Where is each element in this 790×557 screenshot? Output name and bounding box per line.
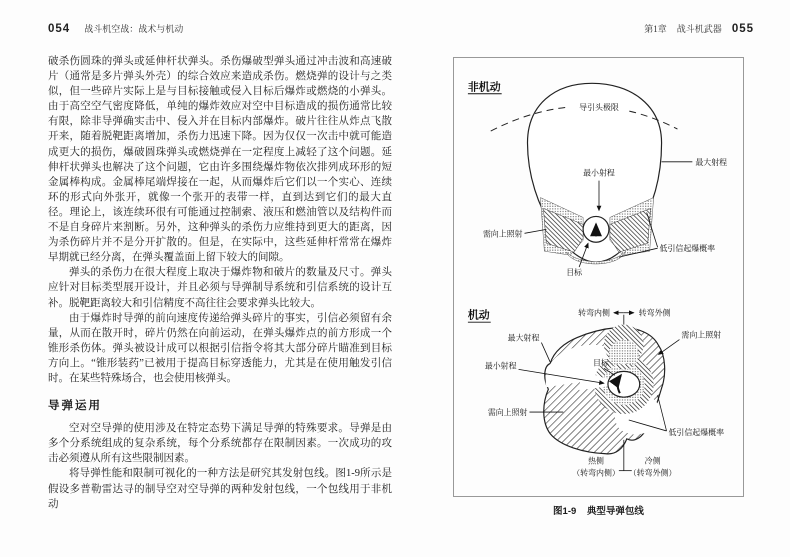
diagram-nonmaneuver xyxy=(468,79,727,277)
left-page-body xyxy=(48,54,392,512)
label-target: 目标 xyxy=(593,358,609,368)
label-turn-outside: 转弯外侧 xyxy=(638,308,671,318)
figure-caption-text: 典型导弹包线 xyxy=(586,506,644,517)
look-up-right-leader xyxy=(659,340,680,355)
label-max-range: 最大射程 xyxy=(695,157,728,167)
label-hot-side-sub: （转弯内侧） xyxy=(572,468,620,478)
label-look-up: 需向上照射 xyxy=(482,229,523,239)
label-min-range: 最小射程 xyxy=(583,168,615,178)
label-min-range: 最小射程 xyxy=(484,361,517,371)
label-low-fuze: 低引信起爆概率 xyxy=(659,244,716,254)
running-title: 战斗机空战：战术与机动 xyxy=(84,24,184,34)
label-cold-side-sub: （转弯外侧） xyxy=(628,468,677,478)
right-page-header xyxy=(644,22,754,35)
body-paragraph-1: 破杀伤圆珠的弹头或延伸杆状弹头。杀伤爆破型弹头通过冲击波和高速破片（通常是多片弹头外壳）的综合效应来造成杀伤。燃烧弹的设计与之类似，但一些碎片实际上是与目标接触或侵入目标后爆炸或燃烧的小弹头。由于高空空气密度降低，单纯的爆炸效应对空中目标造成的损伤通常比较有限，除非导弹确实击中、侵入并在目标内部爆炸。破片往往从炸点飞散开来，随着脱靶距离增加，杀伤力迅速下降。因为仅仅一次击中就可能造成更大的损伤，爆破圆珠弹头或燃烧弹在一定程度上减轻了这个问题。延伸杆状弹头也解决了这个问题，它由许多围绕爆炸物依次排列成环形的短金属棒构成。金属棒尾端焊接在一起，从而爆炸后它们以一个实心、连续环的形式向外张开，就像一个张开的表带一样，直到达到它们的最大直径。理论上，该连续环很有可能通过控制索、液压和燃油管以及结构件而不是自身碎片来割断。另外，这种弹头的杀伤力应维持到更大的距离，因为杀伤碎片并不是分开扩散的。但是，在实际中，这些延伸杆常常在爆炸早期就已经分离，在弹头覆盖面上留下较大的间隙。 xyxy=(48,56,392,264)
target-circle xyxy=(608,371,640,397)
label-target: 目标 xyxy=(566,268,583,278)
diagram-maneuver xyxy=(468,308,724,478)
body-paragraph-5: 将导弹性能和限制可视化的一种方法是研究其发射包线。图1-9所示是假设多普勒雷达寻的制导空对空导弹的两种发射包线，一个包线用于非机动 xyxy=(48,468,392,510)
body-paragraph-2: 弹头的杀伤力在很大程度上取决于爆炸物和破片的数量及尺寸。弹头应针对目标类型展开设计，并且必须与导弹制导系统和引信系统的设计互补。脱靶距离较大和引信精度不高往往会要求弹头比较大。 xyxy=(48,267,392,309)
label-turn-inside: 转弯内侧 xyxy=(578,308,610,318)
body-paragraph-3: 由于爆炸时导弹的前向速度传递给弹头碎片的事实，引信必须留有余量，从而在散开时，碎片仍然在向前运动，在弹头爆炸点的前方形成一个锥形杀伤体。弹头被设计成可以根据引信指令将其大部分碎片瞄准到目标方向上。“锥形装药”已被用于提高目标穿透能力，尤其是在使用触发引信时。在某些特殊场合，也会使用核弹头。 xyxy=(48,312,392,384)
label-look-up-left: 需向上照射 xyxy=(487,408,528,418)
label-low-fuze: 低引信起爆概率 xyxy=(668,427,725,437)
body-paragraph-4: 空对空导弹的使用涉及在特定态势下满足导弹的特殊要求。导弹是由多个分系统组成的复杂系统，每个分系统都存在限制因素。一次成功的攻击必须遵从所有这些限制因素。 xyxy=(48,423,392,465)
right-page-number: 055 xyxy=(731,23,754,35)
chapter-title: 战斗机武器 xyxy=(676,24,722,34)
label-look-up-right: 需向上照射 xyxy=(681,330,722,340)
label-hot-side: 热侧 xyxy=(588,456,604,466)
diagram-title-maneuver: 机动 xyxy=(467,309,490,322)
chapter-label: 第1章 xyxy=(644,24,667,34)
left-page-number: 054 xyxy=(48,23,71,35)
diagram-title-nonmaneuver: 非机动 xyxy=(467,81,501,94)
figure-caption-number: 图1-9 xyxy=(553,506,577,517)
label-cold-side: 冷侧 xyxy=(644,456,661,466)
label-max-range: 最大射程 xyxy=(507,333,540,343)
label-seeker-limit: 导引头极限 xyxy=(579,103,619,113)
left-page-header xyxy=(48,22,183,35)
section-heading-missile-employment: 导弹运用 xyxy=(48,400,102,413)
figure-caption xyxy=(453,503,744,517)
missile-envelope-figure xyxy=(454,58,743,496)
max-range-leader xyxy=(541,343,550,363)
figure-1-9-box xyxy=(453,57,744,497)
